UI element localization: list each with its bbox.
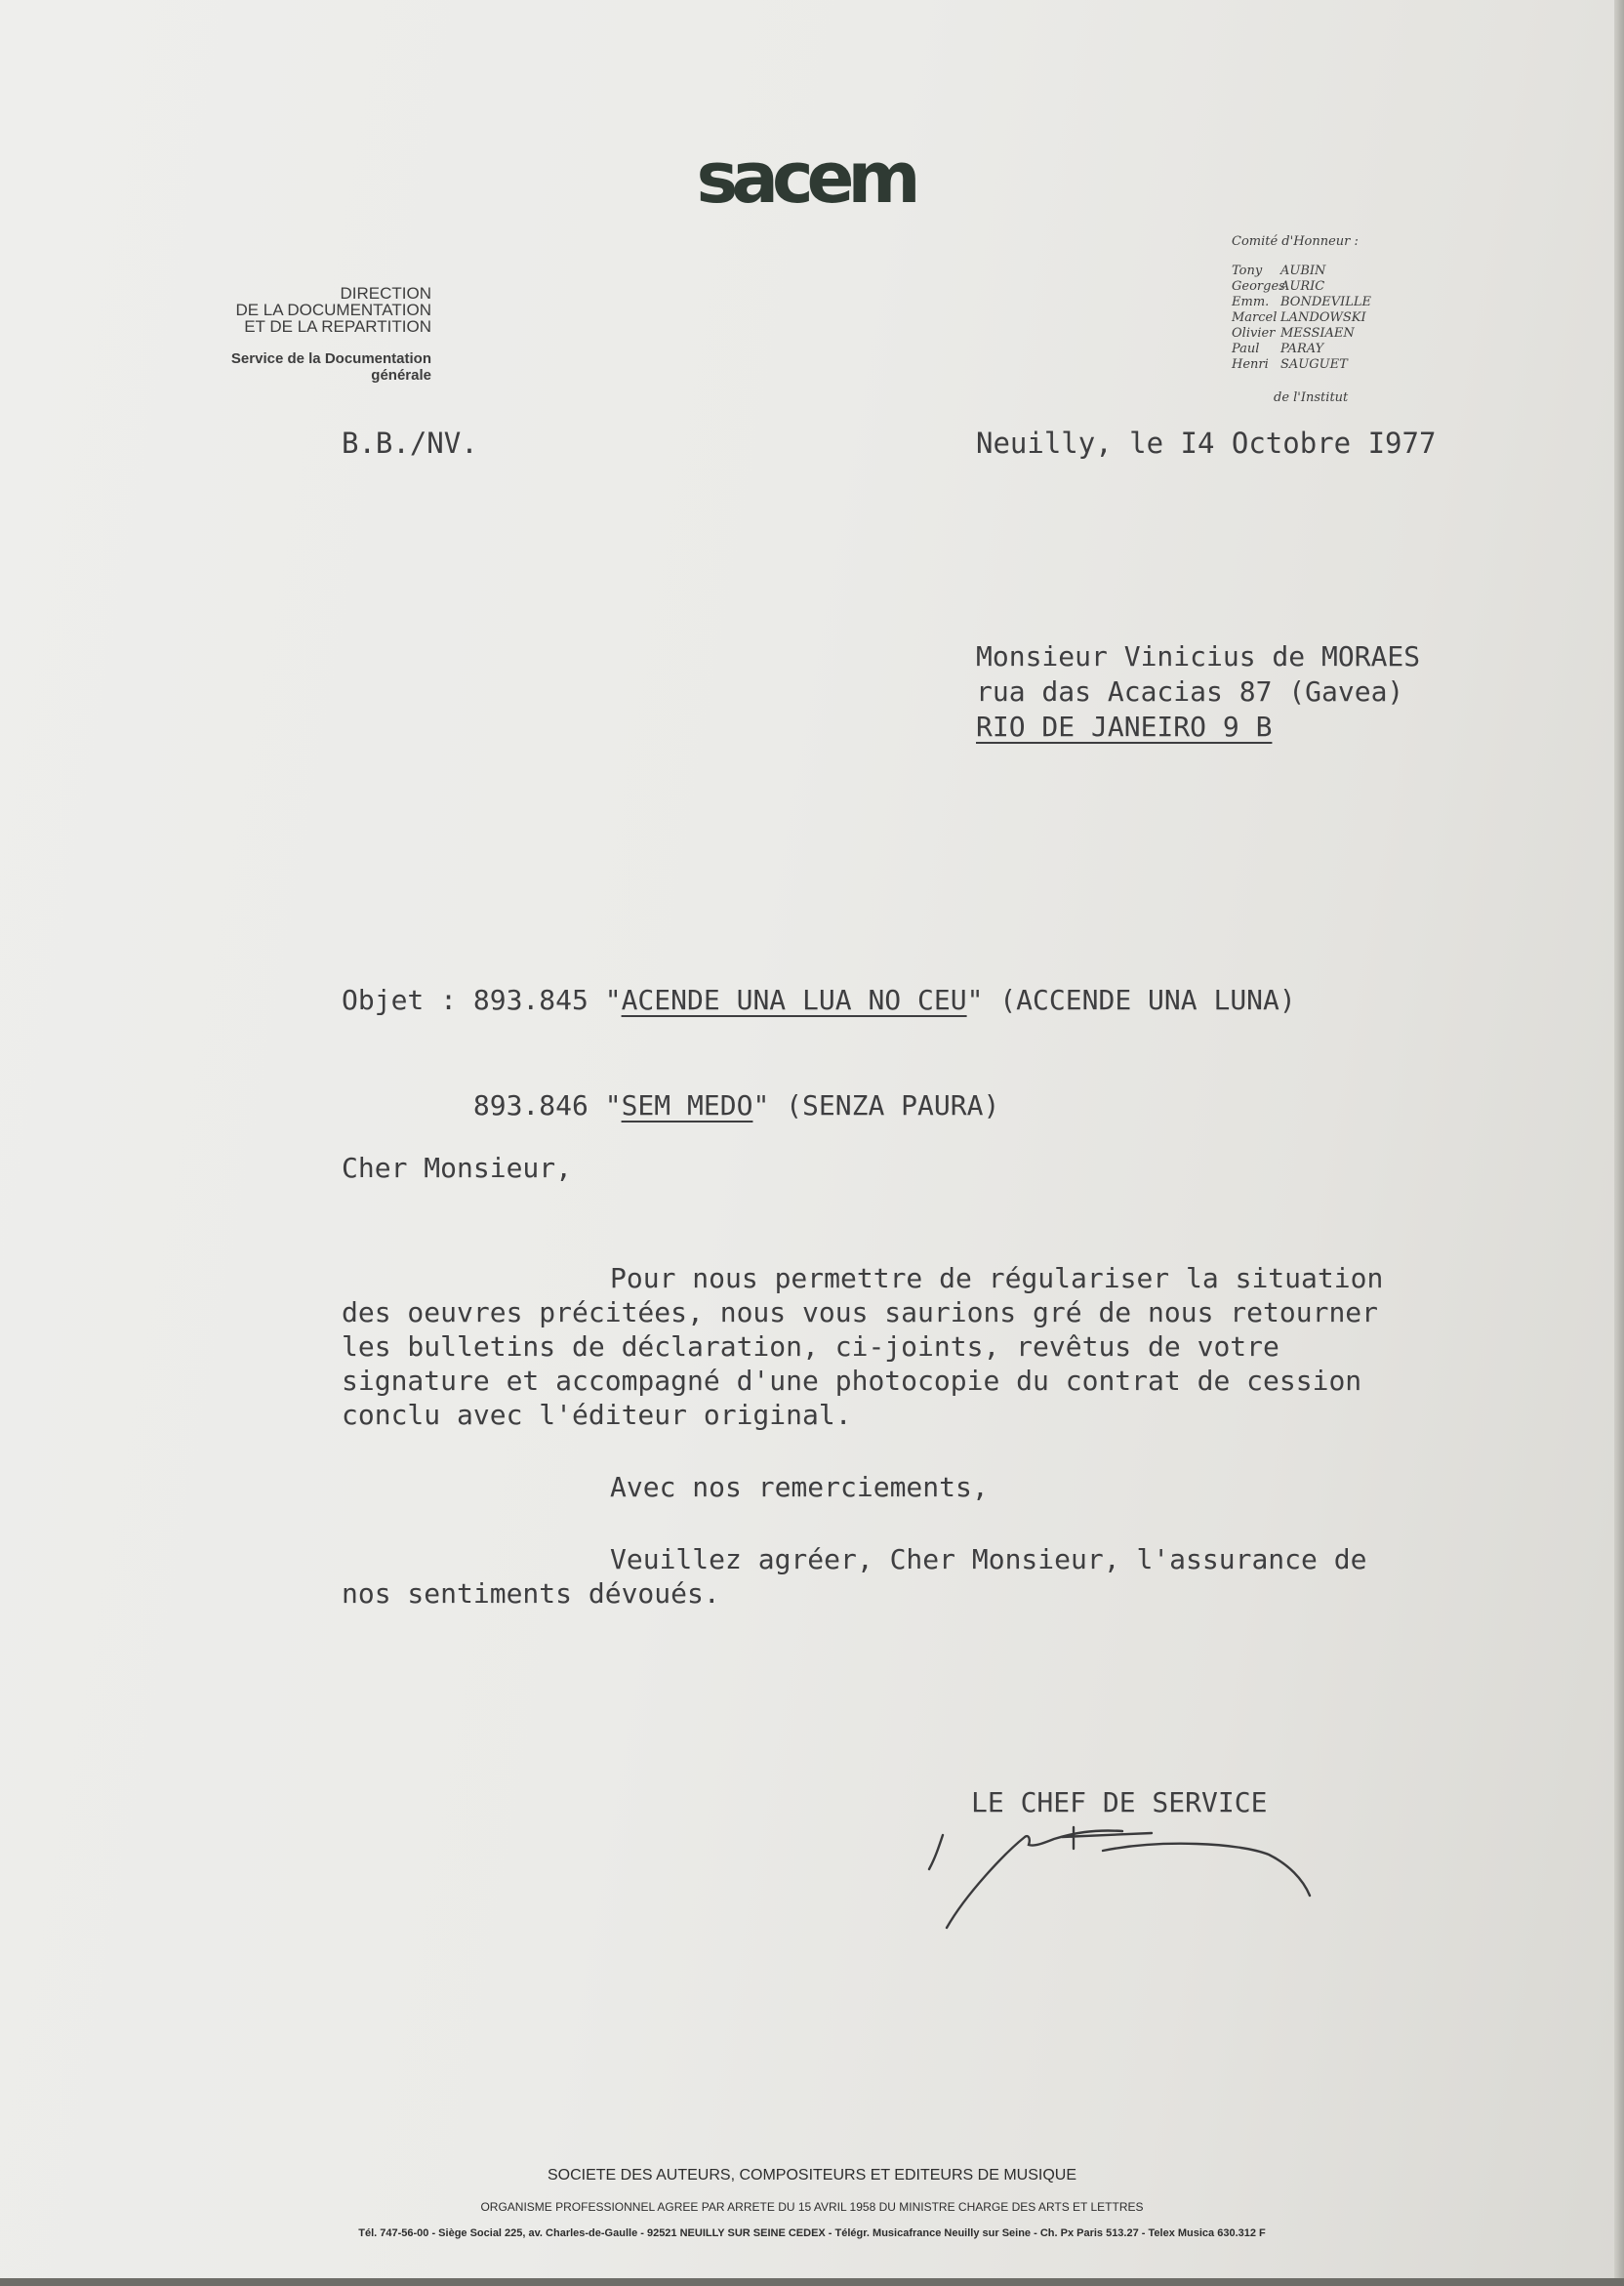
handwritten-signature <box>927 1825 1327 1942</box>
objet-line <box>342 983 1296 1018</box>
quote-mark: " <box>604 1089 622 1122</box>
work-title: ACENDE UNA LUA NO CEU <box>621 984 967 1016</box>
body-line: conclu avec l'éditeur original. <box>342 1399 852 1431</box>
sacem-logo <box>683 137 927 219</box>
member-last-name: AURIC <box>1280 279 1325 294</box>
honneur-member <box>1232 264 1371 279</box>
member-first-name: Henri <box>1232 357 1269 372</box>
honneur-list <box>1232 264 1371 373</box>
objet-label: Objet : <box>342 984 473 1016</box>
direction-line: DIRECTION <box>340 284 431 303</box>
direction-line: DE LA DOCUMENTATION <box>235 301 431 319</box>
footer-contact: Tél. 747-56-00 - Siège Social 225, av. Charles-de-Gaulle - 92521 NEUILLY SUR SEINE CEDEX - Télégr. Musicafrance Neuilly sur Seine - Ch. Px Paris 513.27 - Telex Musica 630.312 F <box>358 2227 1266 2239</box>
member-last-name: MESSIAEN <box>1280 326 1355 341</box>
address-line: rua das Acacias 87 (Gavea) <box>976 675 1404 708</box>
honneur-member <box>1232 326 1371 342</box>
address-city: RIO DE JANEIRO 9 B <box>976 711 1273 743</box>
institut-note: de l'Institut <box>1274 390 1349 405</box>
comite-title: Comité d'Honneur : <box>1232 234 1359 249</box>
body-line: signature et accompagné d'une photocopie du contrat de cession <box>342 1365 1362 1397</box>
member-last-name: AUBIN <box>1280 264 1326 278</box>
page-edge <box>1614 0 1624 2286</box>
direction-block <box>166 285 431 384</box>
quote-mark: " <box>604 984 622 1016</box>
footer-organisme: ORGANISME PROFESSIONNEL AGREE PAR ARRETE DU 15 AVRIL 1958 DU MINISTRE CHARGE DES ARTS ET LETTRES <box>480 2200 1144 2214</box>
closing-line: nos sentiments dévoués. <box>342 1577 720 1610</box>
service-line: Service de la Documentation <box>230 350 431 367</box>
honneur-member <box>1232 357 1371 373</box>
work-translation: (SENZA PAURA) <box>769 1089 1000 1122</box>
closing-line: Veuillez agréer, Cher Monsieur, l'assurance de <box>610 1543 1367 1575</box>
honneur-member <box>1232 295 1371 310</box>
quote-mark: " <box>752 1089 770 1122</box>
logo-text: sacem <box>696 137 914 219</box>
page-edge <box>0 2278 1624 2286</box>
work-title: SEM MEDO <box>621 1089 753 1122</box>
address-line: Monsieur Vinicius de MORAES <box>976 640 1421 673</box>
body-line: des oeuvres précitées, nous vous saurions gré de nous retourner <box>342 1296 1379 1328</box>
salutation: Cher Monsieur, <box>342 1152 573 1184</box>
honneur-member <box>1232 342 1371 357</box>
objet-line <box>342 1088 1296 1123</box>
member-first-name: Georges <box>1232 279 1285 294</box>
work-number: 893.845 <box>472 984 605 1016</box>
work-translation: (ACCENDE UNA LUNA) <box>983 984 1296 1016</box>
member-last-name: BONDEVILLE <box>1280 295 1372 309</box>
letter-body <box>342 1261 1571 1432</box>
member-first-name: Olivier <box>1232 326 1276 341</box>
closing-formula <box>342 1542 1366 1611</box>
member-first-name: Marcel <box>1232 310 1278 325</box>
member-first-name: Paul <box>1232 342 1260 356</box>
member-first-name: Emm. <box>1232 295 1270 309</box>
body-line: Pour nous permettre de régulariser la situation <box>610 1262 1384 1294</box>
work-number: 893.846 <box>472 1089 605 1122</box>
reference: B.B./NV. <box>342 427 478 460</box>
member-last-name: LANDOWSKI <box>1280 310 1366 325</box>
direction-line: ET DE LA REPARTITION <box>244 317 431 336</box>
footer-society: SOCIETE DES AUTEURS, COMPOSITEURS ET EDITEURS DE MUSIQUE <box>547 2167 1076 2184</box>
quote-mark: " <box>966 984 984 1016</box>
signatory-title: LE CHEF DE SERVICE <box>971 1786 1268 1818</box>
honneur-member <box>1232 279 1371 295</box>
recipient-address <box>976 639 1420 745</box>
member-last-name: PARAY <box>1280 342 1324 356</box>
service-line: générale <box>371 367 431 384</box>
place-date: Neuilly, le I4 Octobre I977 <box>976 427 1437 460</box>
member-last-name: SAUGUET <box>1280 357 1348 372</box>
objet-indent <box>342 1089 473 1122</box>
honneur-member <box>1232 310 1371 326</box>
body-line: les bulletins de déclaration, ci-joints, revêtus de votre <box>342 1330 1279 1363</box>
remerciements: Avec nos remerciements, <box>610 1471 989 1503</box>
member-first-name: Tony <box>1232 264 1263 278</box>
